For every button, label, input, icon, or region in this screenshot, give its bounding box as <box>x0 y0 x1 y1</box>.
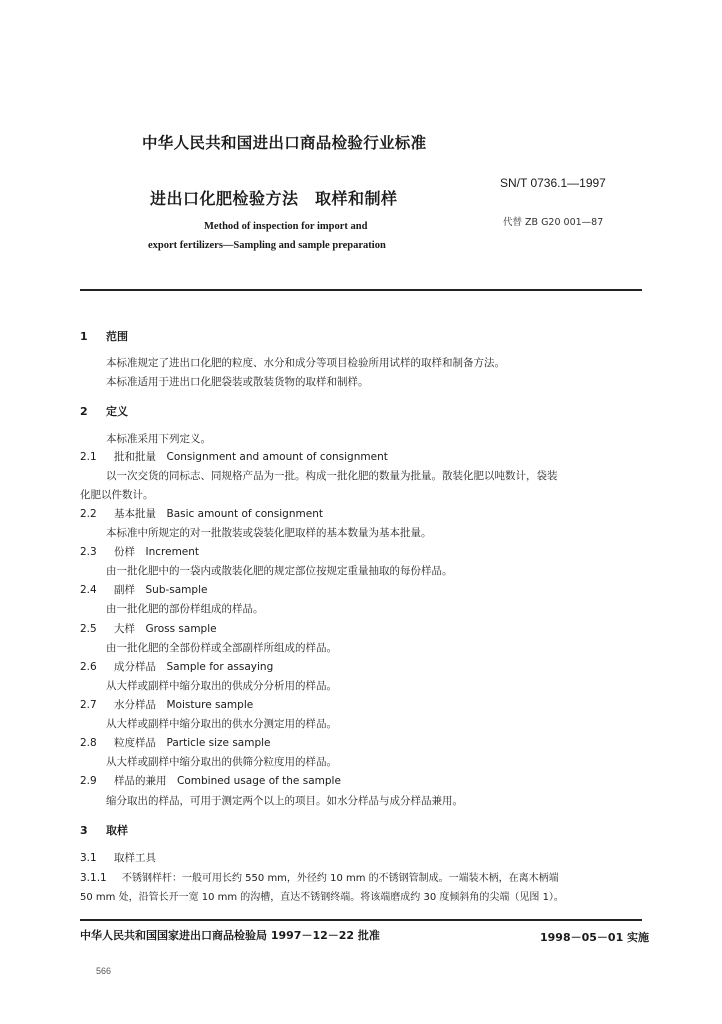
document-title-en-line1: Method of inspection for import and <box>204 221 368 232</box>
approval-issuer: 中华人民共和国国家进出口商品检验局 1997－12－22 批准 <box>80 929 380 942</box>
definition-2-6-number: 2.6 <box>80 661 97 673</box>
definition-2-7-number: 2.7 <box>80 699 97 711</box>
definition-2-5-term: 大样 Gross sample <box>114 623 217 635</box>
section-3-heading <box>80 822 128 838</box>
definition-2-4-text: 由一批化肥的部份样组成的样品。 <box>106 603 264 615</box>
definition-2-9-heading <box>80 773 341 788</box>
section-1-heading <box>80 328 128 344</box>
section-3-number: 3 <box>80 824 88 837</box>
definition-2-9-text: 缩分取出的样品，可用于测定两个以上的项目。如水分样品与成分样品兼用。 <box>106 795 463 807</box>
definition-2-5-number: 2.5 <box>80 623 97 635</box>
document-title-cn: 进出口化肥检验方法 取样和制样 <box>150 189 398 208</box>
section-3-title: 取样 <box>106 824 128 837</box>
standard-number: SN/T 0736.1—1997 <box>500 176 606 190</box>
definition-2-4-heading <box>80 582 207 597</box>
effective-date: 1998－05－01 实施 <box>540 931 650 944</box>
section-1-number: 1 <box>80 330 88 343</box>
page-number: 566 <box>96 966 112 976</box>
definition-2-5-heading <box>80 621 217 636</box>
definition-2-8-text: 从大样或副样中缩分取出的供筛分粒度用的样品。 <box>106 756 337 768</box>
definition-2-9-term: 样品的兼用 Combined usage of the sample <box>114 775 341 787</box>
header-divider <box>80 289 642 291</box>
definition-2-7-term: 水分样品 Moisture sample <box>114 699 254 711</box>
definition-2-1-term: 批和批量 Consignment and amount of consignment <box>114 451 388 463</box>
subsection-3-1-number: 3.1 <box>80 852 97 864</box>
definition-2-6-term: 成分样品 Sample for assaying <box>114 661 274 673</box>
definition-2-3-heading <box>80 544 199 559</box>
subsection-3-1-heading <box>80 850 156 865</box>
standard-category: 中华人民共和国进出口商品检验行业标准 <box>142 134 427 152</box>
definition-2-6-heading <box>80 659 273 674</box>
document-title-en-line2: export fertilizers—Sampling and sample preparation <box>148 240 386 251</box>
definition-2-1-text-line2: 化肥以件数计。 <box>80 489 154 501</box>
subsection-3-1-title: 取样工具 <box>114 852 156 864</box>
definition-2-6-text: 从大样或副样中缩分取出的供成分分析用的样品。 <box>106 680 337 692</box>
definition-2-2-text: 本标准中所规定的对一批散装或袋装化肥取样的基本数量为基本批量。 <box>106 527 432 539</box>
definition-2-1-heading <box>80 449 388 464</box>
definition-2-4-term: 副样 Sub-sample <box>114 584 208 596</box>
section-2-intro: 本标准采用下列定义。 <box>106 433 211 445</box>
section-1-paragraph-2: 本标准适用于进出口化肥袋装或散装货物的取样和制样。 <box>106 376 369 388</box>
section-2-heading <box>80 403 128 419</box>
definition-2-4-number: 2.4 <box>80 584 97 596</box>
section-2-number: 2 <box>80 405 88 418</box>
item-3-1-1-number: 3.1.1 <box>80 872 107 884</box>
section-1-title: 范围 <box>106 330 128 343</box>
definition-2-9-number: 2.9 <box>80 775 97 787</box>
definition-2-8-heading <box>80 735 271 750</box>
item-3-1-1-line1 <box>80 869 559 884</box>
replaces-standard: 代替 ZB G20 001—87 <box>503 217 604 228</box>
footer-divider <box>80 919 642 921</box>
definition-2-3-term: 份样 Increment <box>114 546 200 558</box>
section-2-title: 定义 <box>106 405 128 418</box>
definition-2-5-text: 由一批化肥的全部份样或全部副样所组成的样品。 <box>106 642 337 654</box>
definition-2-1-number: 2.1 <box>80 451 97 463</box>
definition-2-3-number: 2.3 <box>80 546 97 558</box>
definition-2-3-text: 由一批化肥中的一袋内或散装化肥的规定部位按规定重量抽取的每份样品。 <box>106 565 453 577</box>
definition-2-7-heading <box>80 697 253 712</box>
definition-2-2-heading <box>80 506 323 521</box>
definition-2-8-number: 2.8 <box>80 737 97 749</box>
item-3-1-1-text-line1: 不锈钢样杆：一般可用长约 550 mm，外径约 10 mm 的不锈钢管制成。一端装木柄，在离木柄端 <box>122 873 559 884</box>
section-1-paragraph-1: 本标准规定了进出口化肥的粒度、水分和成分等项目检验所用试样的取样和制备方法。 <box>106 357 505 369</box>
definition-2-7-text: 从大样或副样中缩分取出的供水分测定用的样品。 <box>106 718 337 730</box>
definition-2-1-text-line1: 以一次交货的同标志、同规格产品为一批。构成一批化肥的数量为批量。散装化肥以吨数计，袋装 <box>106 470 558 482</box>
item-3-1-1-text-line2: 50 mm 处，沿管长开一宽 10 mm 的沟槽，直达不锈钢终端。将该端磨成约 30 度倾斜角的尖端（见图 1）。 <box>80 892 564 903</box>
definition-2-2-number: 2.2 <box>80 508 97 520</box>
definition-2-2-term: 基本批量 Basic amount of consignment <box>114 508 323 520</box>
definition-2-8-term: 粒度样品 Particle size sample <box>114 737 271 749</box>
